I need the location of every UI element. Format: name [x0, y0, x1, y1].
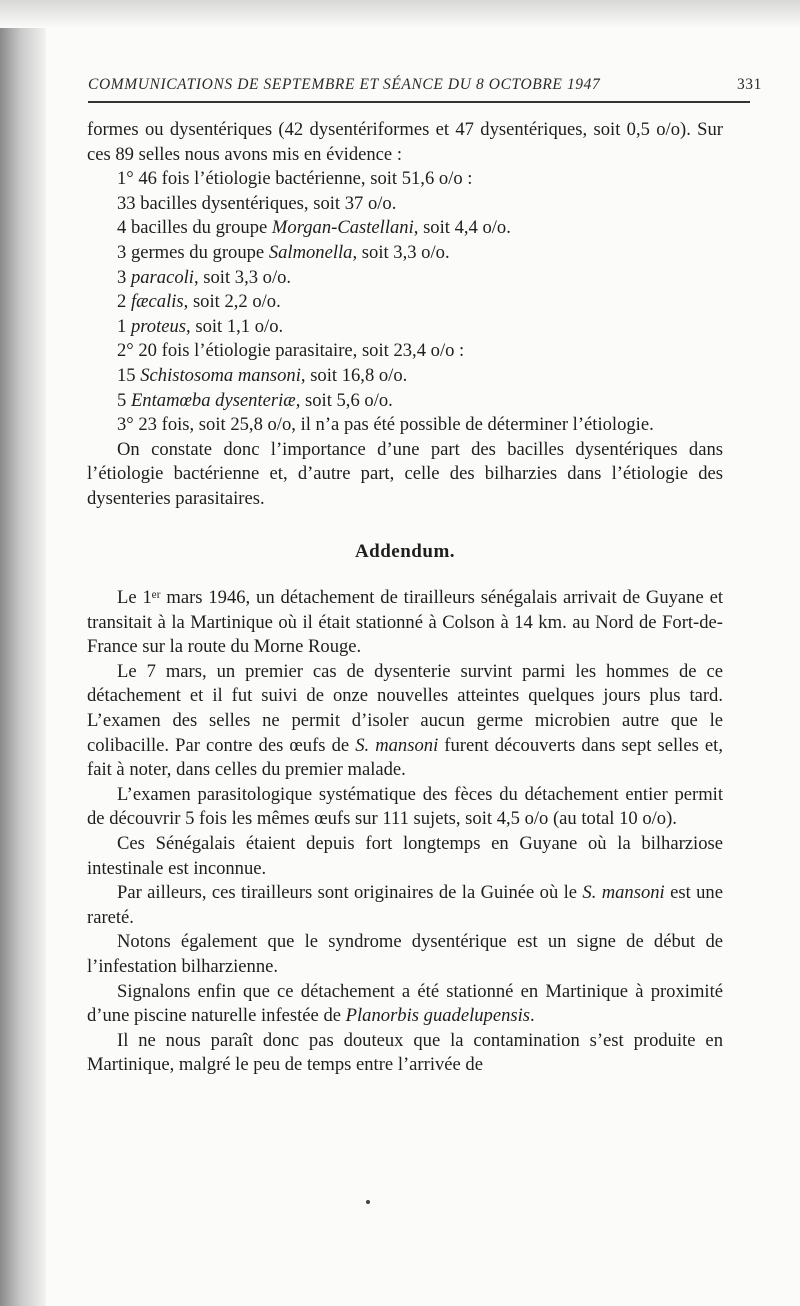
text-run: , soit 3,3 o/o. — [352, 241, 450, 263]
list-item: 1° 46 fois l’étiologie bactérienne, soit 51,6 o/o : — [117, 168, 473, 190]
list-item — [87, 315, 723, 340]
paragraph: Il ne nous paraît donc pas douteux que la contamination s’est produite en Martinique, malgré le peu de temps entre l’arrivée de — [87, 1029, 723, 1076]
italic-term: proteus — [130, 315, 187, 337]
list-item: 2° 20 fois l’étiologie parasitaire, soit 23,4 o/o : — [117, 340, 465, 362]
text-run: 5 — [117, 389, 131, 411]
speck — [366, 1200, 370, 1204]
list-item — [87, 216, 723, 241]
italic-term: S. mansoni — [355, 734, 439, 756]
text-run: 2 — [117, 291, 131, 313]
text-run: , soit 2,2 o/o. — [183, 291, 281, 313]
paragraph — [87, 881, 723, 930]
text-run: , soit 5,6 o/o. — [295, 389, 393, 411]
text-run: Signalons enfin que ce détachement a été stationné en Martinique à proximité d’une piscine naturelle infestée de — [87, 980, 723, 1027]
paragraph: On constate donc l’importance d’une part des bacilles dysentériques dans l’étiologie bactérienne et, d’autre part, celle des bilharzies dans l’étiologie des dysenteries parasitaires. — [87, 438, 723, 509]
list-item — [87, 389, 723, 414]
text-run: 1 — [117, 315, 131, 337]
paragraph: L’examen parasitologique systématique des fèces du détachement entier permit de découvrir 5 fois les mêmes œufs sur 111 sujets, soit 4,5 o/o (au total 10 o/o). — [87, 783, 723, 830]
section-heading: Addendum. — [354, 540, 456, 562]
paragraph: formes ou dysentériques (42 dysentériformes et 47 dysentériques, soit 0,5 o/o). Sur ces 89 selles nous avons mis en évidence : — [87, 119, 723, 165]
header-rule — [88, 101, 750, 103]
paragraph — [87, 660, 723, 783]
text-run: 4 bacilles du groupe — [117, 217, 272, 239]
list-item: 33 bacilles dysentériques, soit 37 o/o. — [117, 192, 397, 214]
list-item — [87, 241, 723, 266]
top-shadow — [0, 0, 800, 28]
italic-term: Planorbis guadelupensis — [345, 1005, 531, 1027]
italic-term: Entamœba dysenteriæ — [130, 389, 296, 411]
text-run: , soit 4,4 o/o. — [413, 217, 511, 239]
text-run: Le 7 mars, un premier cas de dysenterie survint parmi les hommes de ce détachement et il fut suivi de onze nouvelles atteintes quelques jours plus tard. L’examen des selles ne permit d’isoler aucun germe microbien autre que le colibacille. Par contre des œufs de — [87, 660, 723, 756]
page-number: 331 — [736, 76, 762, 93]
paragraph: Notons également que le syndrome dysentérique est un signe de début de l’infestation bilharzienne. — [87, 931, 723, 977]
italic-term: S. mansoni — [582, 882, 665, 904]
text-run: , soit 3,3 o/o. — [193, 266, 292, 288]
binding-shadow — [0, 0, 46, 1306]
text-run: 15 — [117, 364, 141, 386]
italic-term: paracoli — [130, 266, 194, 288]
list-item — [87, 266, 723, 291]
list-item — [87, 290, 723, 315]
paragraph: 3° 23 fois, soit 25,8 o/o, il n’a pas été possible de déterminer l’étiologie. — [117, 414, 654, 436]
text-run: est une rareté. — [87, 882, 723, 928]
paragraph — [87, 980, 723, 1029]
body-text — [87, 118, 723, 1078]
paragraph: Le 1ᵉʳ mars 1946, un détachement de tirailleurs sénégalais arrivait de Guyane et transitait à la Martinique où il était stationné à Colson à 14 km. au Nord de Fort-de-France sur la route du Morne Rouge. — [87, 587, 723, 658]
text-run: , soit 1,1 o/o. — [186, 315, 284, 337]
italic-term: fæcalis — [130, 291, 184, 313]
text-run: 3 — [117, 266, 131, 288]
italic-term: Morgan-Castellani — [271, 217, 414, 239]
italic-term: Schistosoma mansoni — [140, 364, 301, 386]
text-run: , soit 16,8 o/o. — [300, 364, 408, 386]
running-title: COMMUNICATIONS DE SEPTEMBRE ET SÉANCE DU 8 OCTOBRE 1947 — [88, 76, 601, 93]
text-run: Par ailleurs, ces tirailleurs sont originaires de la Guinée où le — [117, 882, 583, 904]
italic-term: Salmonella — [268, 241, 353, 263]
text-run: furent découverts dans sept selles et, fait à noter, dans celles du premier malade. — [87, 734, 723, 781]
list-item — [87, 364, 723, 389]
running-head — [88, 76, 762, 94]
text-run: 3 germes du groupe — [117, 241, 269, 263]
paragraph: Ces Sénégalais étaient depuis fort longtemps en Guyane où la bilharziose intestinale est inconnue. — [87, 833, 723, 879]
text-run: . — [530, 1005, 535, 1027]
